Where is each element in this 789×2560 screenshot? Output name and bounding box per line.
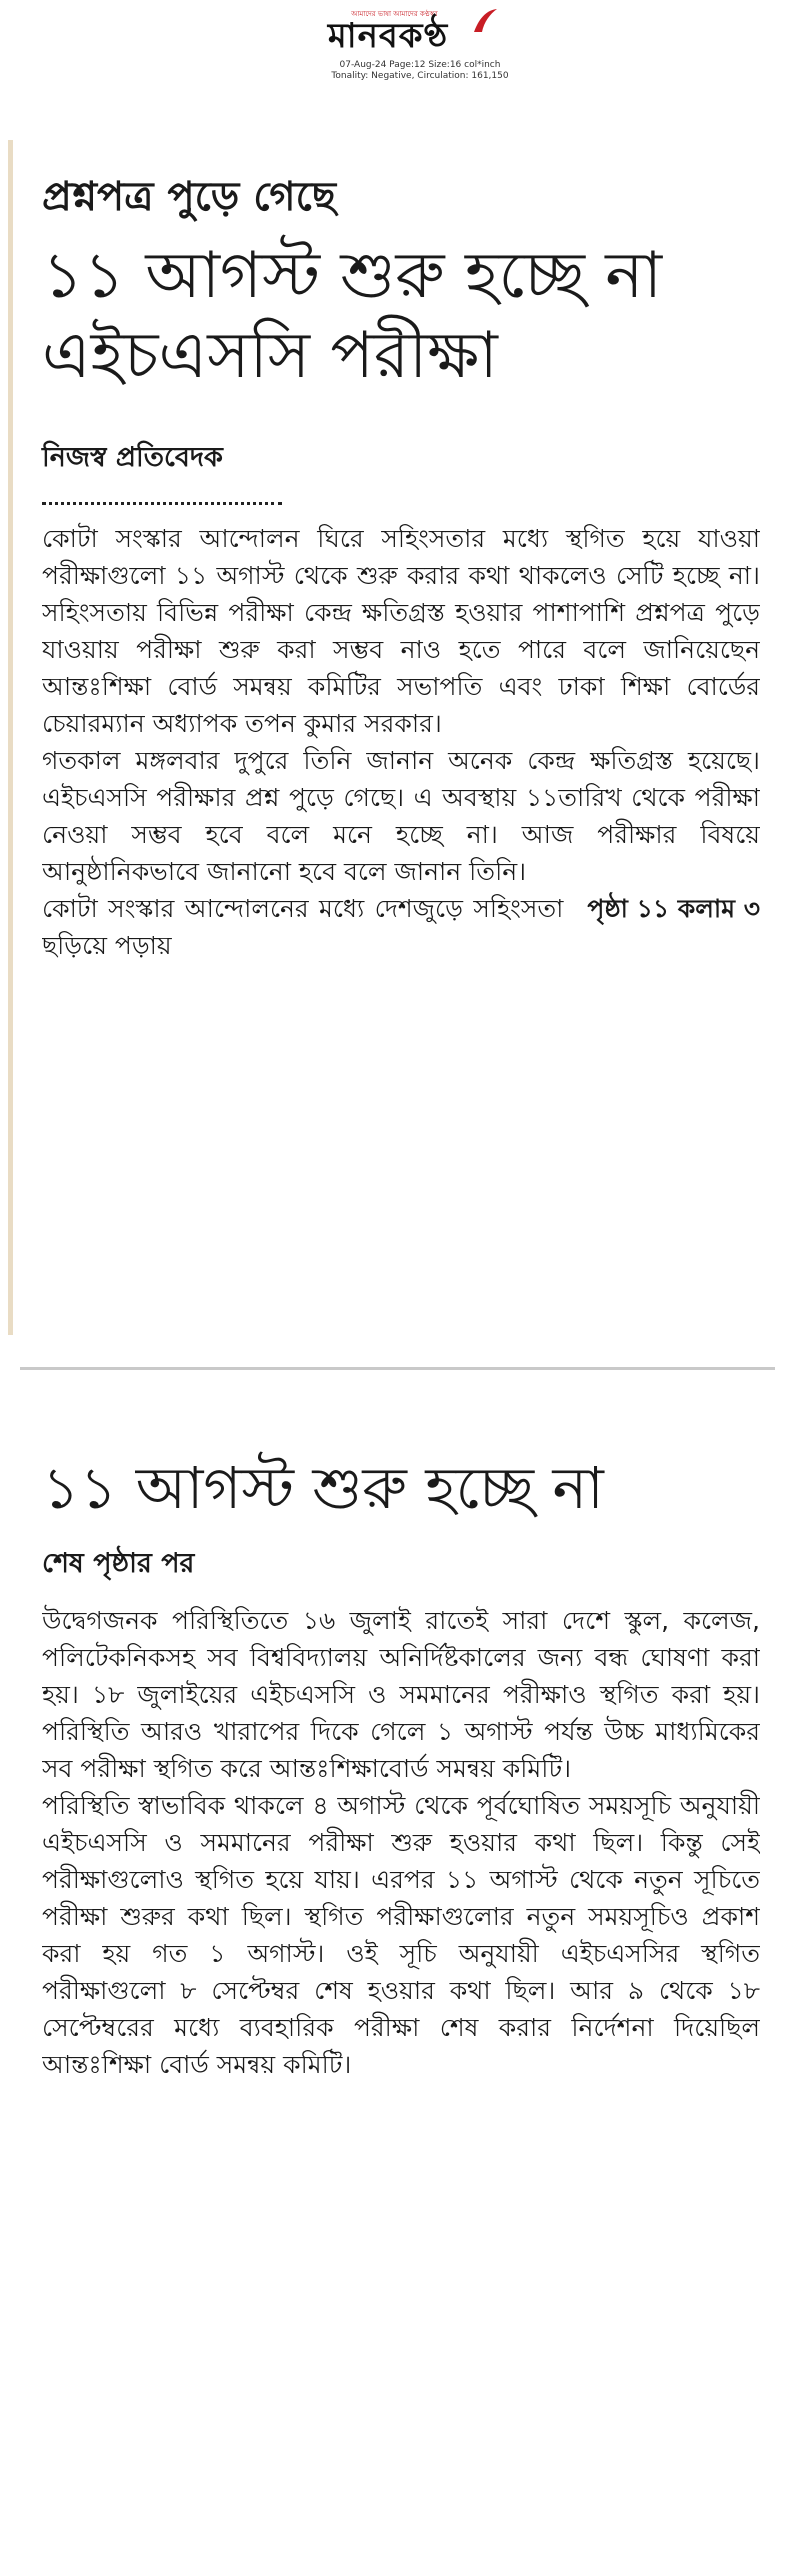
paragraph-text: কোটা সংস্কার আন্দোলনের মধ্যে দেশজুড়ে সহিংসতা ছড়িয়ে পড়ায় [42, 894, 564, 960]
clipping-bottom-rule [20, 1367, 775, 1370]
article-kicker: প্রশ্নপত্র পুড়ে গেছে [42, 174, 336, 220]
article-body [42, 520, 760, 1330]
article-headline [42, 236, 762, 396]
masthead [0, 0, 789, 100]
clipping-side-bar [8, 140, 13, 1335]
newspaper-logo: মানবকণ্ঠ [327, 16, 449, 56]
logo-swoosh-icon [470, 6, 500, 36]
byline: নিজস্ব প্রতিবেদক [42, 442, 223, 473]
clipping-meta [300, 60, 540, 82]
jump-reference: পৃষ্ঠা ১১ কলাম ৩ [587, 894, 760, 923]
logo-tagline: আমাদের ভাষা আমাদের কণ্ঠস্বর [351, 10, 438, 18]
meta-line-page: 07-Aug-24 Page:12 Size:16 col*inch [339, 60, 501, 70]
article-clipping-main [0, 140, 789, 1375]
article-clipping-continuation [0, 1380, 789, 2560]
headline-line-2: এইচএসসি পরীক্ষা [42, 319, 498, 393]
paragraph: উদ্বেগজনক পরিস্থিতিতে ১৬ জুলাই রাতেই সারা দেশে স্কুল, কলেজ, পলিটেকনিকসহ সব বিশ্ববিদ্যালয় অনির্দিষ্টকালের জন্য বন্ধ ঘোষণা করা হয়। ১৮ জুলাইয়ের এইচএসসি ও সমমানের পরীক্ষাও স্থগিত করা হয়। পরিস্থিতি আরও খারাপের দিকে গেলে ১ অগাস্ট পর্যন্ত উচ্চ মাধ্যমিকের সব পরীক্ষা স্থগিত করে আন্তঃশিক্ষাবোর্ড সমন্বয় কমিটি। [42, 1606, 760, 1783]
paragraph: গতকাল মঙ্গলবার দুপুরে তিনি জানান অনেক কেন্দ্র ক্ষতিগ্রস্ত হয়েছে। এইচএসসি পরীক্ষার প্রশ্ন পুড়ে গেছে। এ অবস্থায় ১১তারিখ থেকে পরীক্ষা নেওয়া সম্ভব হবে বলে মনে হচ্ছে না। আজ পরীক্ষার বিষয়ে আনুষ্ঠানিকভাবে জানানো হবে বলে জানান তিনি। [42, 746, 760, 886]
continuation-body [42, 1602, 760, 2547]
paragraph: কোটা সংস্কার আন্দোলন ঘিরে সহিংসতার মধ্যে স্থগিত হয়ে যাওয়া পরীক্ষাগুলো ১১ অগাস্ট থেকে শুরু করার কথা থাকলেও সেটি হচ্ছে না। সহিংসতায় বিভিন্ন পরীক্ষা কেন্দ্র ক্ষতিগ্রস্ত হওয়ার পাশাপাশি প্রশ্নপত্র পুড়ে যাওয়ায় পরীক্ষা শুরু করা সম্ভব নাও হতে পারে বলে জানিয়েছেন আন্তঃশিক্ষা বোর্ড সমন্বয় কমিটির সভাপতি এবং ঢাকা শিক্ষা বোর্ডের চেয়ারম্যান অধ্যাপক তপন কুমার সরকার। [42, 524, 760, 738]
headline-line-1: ১১ আগস্ট শুরু হচ্ছে না [42, 239, 663, 313]
meta-line-circulation: Tonality: Negative, Circulation: 161,150 [331, 71, 509, 81]
continuation-headline: ১১ আগস্ট শুরু হচ্ছে না [42, 1454, 604, 1522]
paragraph: পরিস্থিতি স্বাভাবিক থাকলে ৪ অগাস্ট থেকে পূর্বঘোষিত সময়সূচি অনুযায়ী এইচএসসি ও সমমানের পরীক্ষা শুরু হওয়ার কথা ছিল। কিন্তু সেই পরীক্ষাগুলোও স্থগিত হয়ে যায়। এরপর ১১ অগাস্ট থেকে নতুন সূচিতে পরীক্ষা শুরুর কথা ছিল। স্থগিত পরীক্ষাগুলোর নতুন সময়সূচিও প্রকাশ করা হয় গত ১ অগাস্ট। ওই সূচি অনুযায়ী এইচএসসির স্থগিত পরীক্ষাগুলো ৮ সেপ্টেম্বর শেষ হওয়ার কথা ছিল। আর ৯ থেকে ১৮ সেপ্টেম্বরের মধ্যে ব্যবহারিক পরীক্ষা শেষ করার নির্দেশনা দিয়েছিল আন্তঃশিক্ষা বোর্ড সমন্বয় কমিটি। [42, 1791, 760, 2079]
byline-divider [42, 502, 282, 505]
continued-from-label: শেষ পৃষ্ঠার পর [42, 1548, 195, 1579]
paragraph-with-jump [42, 890, 760, 964]
